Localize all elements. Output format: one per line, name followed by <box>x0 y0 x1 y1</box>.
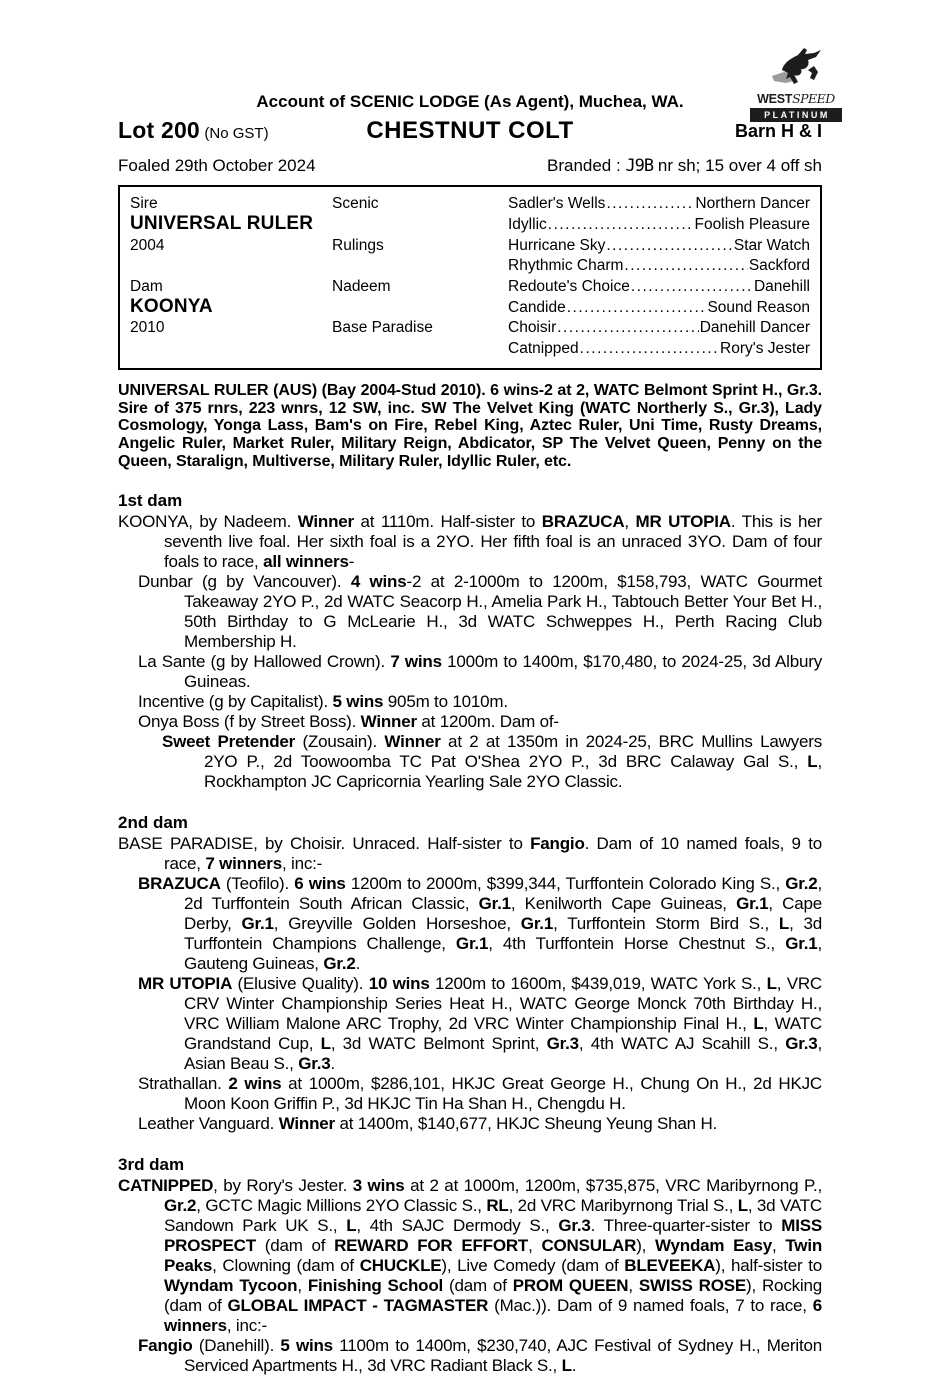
pedigree-row <box>130 277 810 297</box>
gst-note: (No GST) <box>204 125 269 142</box>
westspeed-wordmark: WESTSPEED <box>757 91 835 106</box>
ancestor-name: Sound Reason <box>707 299 810 317</box>
horse-icon <box>764 46 828 92</box>
pedigree-grandparent-cell <box>508 339 810 359</box>
dotted-leader <box>606 194 694 214</box>
pedigree-principal-name: UNIVERSAL RULER <box>130 213 314 235</box>
grandsire-name: Choisir <box>508 319 557 337</box>
pedigree-text-paragraph: La Sante (g by Hallowed Crown). 7 wins 1000m to 1400m, $170,480, to 2024-25, 3d Albury Guineas. <box>138 652 823 692</box>
dotted-leader <box>557 318 698 338</box>
account-line: Account of SCENIC LODGE (As Agent), Muchea, WA. <box>256 92 684 111</box>
branded-detail: nr sh; 15 over 4 off sh <box>653 156 822 175</box>
brand-symbol: J9B <box>625 156 654 176</box>
dam-sections <box>118 491 822 1376</box>
lot-title-row <box>118 117 822 149</box>
foaled-branded-row <box>118 156 822 176</box>
pedigree-row <box>130 214 810 235</box>
pedigree-text-paragraph: Dunbar (g by Vancouver). 4 wins-2 at 2-1000m to 1200m, $158,793, WATC Gourmet Takeaway 2YO P., 2d WATC Seacorp H., Amelia Park H., Tabtouch Better Your Bet H., 50th Birthday to G McLearie H., 3d WATC Schweppes H., Perth Racing Club Membership H. <box>138 572 822 652</box>
grandsire-name: Idyllic <box>508 216 547 234</box>
platinum-badge: PLATINUM <box>750 108 842 122</box>
pedigree-text-paragraph: MR UTOPIA (Elusive Quality). 10 wins 1200m to 1600m, $439,019, WATC York S., L, VRC CRV Winter Championship Series Heat H., WATC George Monck 70th Birthday H., VRC William Malone ARC Trophy, 2d VRC Winter Championship Final H., L, WATC Grandstand Cup, L, 3d WATC Belmont Sprint, Gr.3, 4th WATC AJ Scahill S., Gr.3, Asian Beau S., Gr.3. <box>138 974 823 1074</box>
pedigree-row <box>130 318 810 338</box>
ancestor-name: Rory's Jester <box>720 339 810 357</box>
pedigree-parent-cell: Scenic <box>332 195 379 212</box>
ancestor-name: Danehill <box>753 277 810 295</box>
pedigree-text-paragraph: Sweet Pretender (Zousain). Winner at 2 at 1350m in 2024-25, BRC Mullins Lawyers 2YO P., 2d Toowoomba TC Pat O'Shea 2YO P., 3d BRC Calaway Gal S., L, Rockhampton JC Capricornia Yearling Sale 2YO Classic. <box>162 732 822 792</box>
pedigree-grandparent-cell <box>508 194 810 214</box>
pedigree-principal-name: KOONYA <box>130 296 213 318</box>
pedigree-generation-cell: Sire <box>130 195 158 212</box>
dotted-leader <box>548 215 694 235</box>
barn-label: Barn H & I <box>734 121 822 141</box>
sire-summary-paragraph: UNIVERSAL RULER (AUS) (Bay 2004-Stud 2010). 6 wins-2 at 2, WATC Belmont Sprint H., Gr.3. Sire of 375 rnrs, 223 wnrs, 12 SW, inc. SW The Velvet King (WATC Northerly S., Gr.3), Lady Cosmology, Yonga Lass, Bam's on Fire, Rebel King, Aztec Ruler, Uni Time, Rusty Dreams, Angelic Ruler, Market Ruler, Military Reign, Abdicator, SP The Velvet Queen, Penny on the Queen, Staralign, Multiverse, Military Ruler, Idyllic Ruler, etc. <box>118 382 822 470</box>
dotted-leader <box>606 236 733 256</box>
westspeed-platinum-logo <box>750 46 842 122</box>
pedigree-grandparent-cell <box>508 318 810 338</box>
dam-section <box>118 491 822 792</box>
branded-info <box>547 156 822 176</box>
grandsire-name: Candide <box>508 299 566 317</box>
dam-section-heading: 2nd dam <box>118 813 188 833</box>
foaled-date: Foaled 29th October 2024 <box>118 156 316 175</box>
pedigree-row <box>130 297 810 318</box>
pedigree-generation-cell: 2010 <box>130 319 165 337</box>
pedigree-text-paragraph: Incentive (g by Capitalist). 5 wins 905m to 1010m. <box>138 692 508 712</box>
pedigree-table <box>118 185 822 370</box>
grandsire-name: Redoute's Choice <box>508 277 630 295</box>
pedigree-text-paragraph: Leather Vanguard. Winner at 1400m, $140,677, HKJC Sheung Yeung Shan H. <box>138 1114 718 1134</box>
pedigree-text-paragraph: KOONYA, by Nadeem. Winner at 1110m. Half-sister to BRAZUCA, MR UTOPIA. This is her seventh live foal. Her sixth foal is a 2YO. Her fifth foal is an unraced 3YO. Dam of four foals to race, all winners- <box>118 512 822 572</box>
ancestor-name: Danehill Dancer <box>699 319 810 337</box>
pedigree-text-paragraph: CATNIPPED, by Rory's Jester. 3 wins at 2 at 1000m, 1200m, $735,875, VRC Maribyrnong P., Gr.2, GCTC Magic Millions 2YO Classic S., RL, 2d VRC Maribyrnong Trial S., L, 3d VATC Sandown Park UK S., L, 4th SAJC Dermody S., Gr.3. Three-quarter-sister to MISS PROSPECT (dam of REWARD FOR EFFORT, CONSULAR), Wyndam Easy, Twin Peaks, Clowning (dam of CHUCKLE), Live Comedy (dam of BLEVEEKA), half-sister to Wyndam Tycoon, Finishing School (dam of PROM QUEEN, SWISS ROSE), Rocking (dam of GLOBAL IMPACT - TAGMASTER (Mac.)). Dam of 9 named foals, 7 to race, 6 winners, inc:- <box>118 1176 823 1336</box>
branded-label: Branded : <box>546 156 626 175</box>
pedigree-grandparent-cell <box>508 277 810 297</box>
pedigree-parent-cell: Base Paradise <box>332 319 433 337</box>
ancestor-name: Foolish Pleasure <box>694 216 810 234</box>
dotted-leader <box>624 256 747 276</box>
ancestor-name: Sackford <box>748 257 810 275</box>
pedigree-row <box>130 339 810 359</box>
lot-number: Lot 200 <box>118 117 200 143</box>
pedigree-text-paragraph: Fangio (Danehill). 5 wins 1100m to 1400m, $230,740, AJC Festival of Sydney H., Meriton Serviced Apartments H., 3d VRC Radiant Black S., L. <box>138 1336 822 1376</box>
pedigree-grandparent-cell <box>508 298 810 318</box>
pedigree-row <box>130 256 810 276</box>
dam-section-heading: 3rd dam <box>118 1155 185 1175</box>
pedigree-row <box>130 236 810 256</box>
page-title: CHESTNUT COLT <box>366 117 574 144</box>
dotted-leader <box>631 277 753 297</box>
grandsire-name: Catnipped <box>508 339 579 357</box>
pedigree-generation-cell: Dam <box>130 277 163 295</box>
pedigree-text-paragraph: Strathallan. 2 wins at 1000m, $286,101, HKJC Great George H., Chung On H., 2d HKJC Moon Koon Griffin P., 3d HKJC Tin Ha Shan H., Chengdu H. <box>138 1074 823 1114</box>
pedigree-grandparent-cell <box>508 215 810 235</box>
pedigree-parent-cell: Nadeem <box>332 277 391 295</box>
pedigree-text-paragraph: BRAZUCA (Teofilo). 6 wins 1200m to 2000m, $399,344, Turffontein Colorado King S., Gr.2, 2d Turffontein South African Classic, Gr.1, Kenilworth Cape Guineas, Gr.1, Cape Derby, Gr.1, Greyville Golden Horseshoe, Gr.1, Turffontein Storm Bird S., L, 3d Turffontein Champions Challenge, Gr.1, 4th Turffontein Horse Chestnut S., Gr.1, Gauteng Guineas, Gr.2. <box>138 874 823 974</box>
pedigree-row <box>130 194 810 214</box>
dam-section-heading: 1st dam <box>118 491 183 511</box>
ancestor-name: Northern Dancer <box>695 195 810 212</box>
pedigree-text-paragraph: Onya Boss (f by Street Boss). Winner at 1200m. Dam of- <box>138 712 559 732</box>
dotted-leader <box>580 339 719 359</box>
pedigree-generation-cell: 2004 <box>130 236 165 254</box>
dam-section <box>118 1155 822 1376</box>
grandsire-name: Sadler's Wells <box>508 195 606 212</box>
dotted-leader <box>567 298 707 318</box>
pedigree-grandparent-cell <box>508 256 810 276</box>
pedigree-text-paragraph: BASE PARADISE, by Choisir. Unraced. Half-sister to Fangio. Dam of 10 named foals, 9 to race, 7 winners, inc:- <box>118 834 822 874</box>
grandsire-name: Rhythmic Charm <box>508 257 624 275</box>
grandsire-name: Hurricane Sky <box>508 236 606 254</box>
pedigree-grandparent-cell <box>508 236 810 256</box>
dam-section <box>118 813 822 1134</box>
ancestor-name: Star Watch <box>733 236 810 254</box>
pedigree-parent-cell: Rulings <box>332 236 384 254</box>
